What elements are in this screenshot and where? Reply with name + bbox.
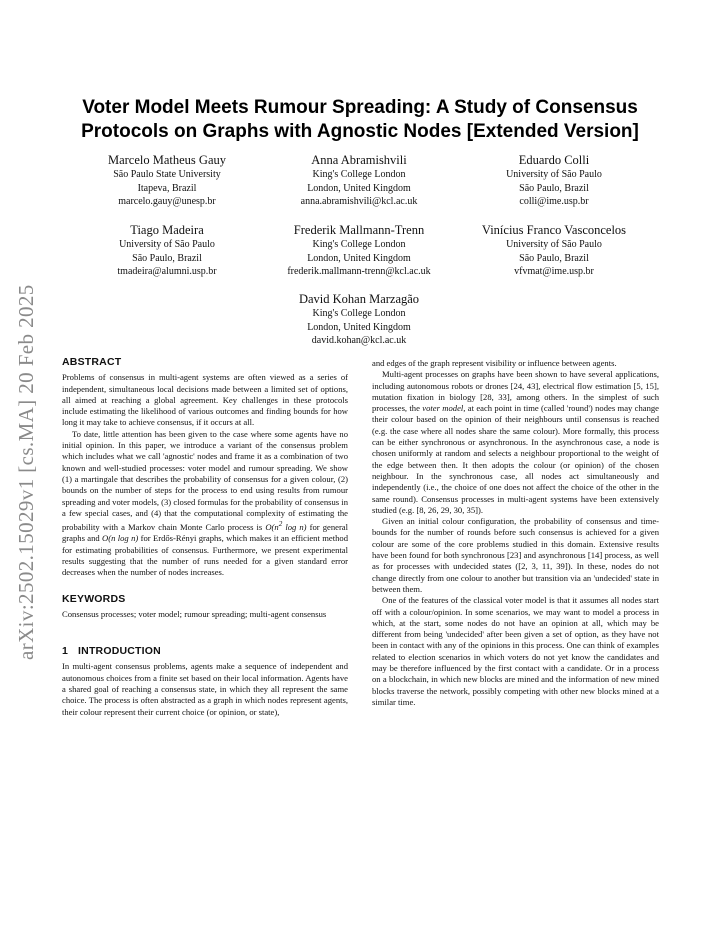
abstract-text: for general graphs and	[62, 522, 349, 544]
author-location: London, United Kingdom	[307, 182, 411, 194]
author-name: Anna Abramishvili	[311, 153, 407, 167]
math-inline	[265, 522, 306, 532]
abstract-paragraph: Problems of consensus in multi-agent systems are often viewed as a series of independent, simultaneous local decisions made between a limited set of options, all aimed at reaching a global agreement. Key challenges in these protocols include estimating the likelihood of various outcomes and finding bounds for how long it may take to achieve consensus, if it occurs at all.	[62, 372, 348, 428]
author-name: Vinícius Franco Vasconcelos	[481, 223, 627, 237]
author-affiliation: King's College London	[312, 239, 406, 250]
author-email[interactable]: anna.abramishvili@kcl.ac.uk	[300, 196, 418, 207]
author-email[interactable]: marcelo.gauy@unesp.br	[118, 196, 216, 207]
abstract-text: for Erdős-Rényi graphs, which makes it an efficient method for estimating probabilities of consensus. Furthermore, we present experimental results suggesting that the number of runs needed for a given standard error decreases when the number of nodes increases.	[62, 533, 348, 578]
author-affiliation: University of São Paulo	[506, 239, 602, 250]
left-column	[62, 357, 348, 718]
author-affiliation: São Paulo State University	[113, 169, 221, 180]
author-email[interactable]: vfvmat@ime.usp.br	[514, 266, 594, 277]
author-name: David Kohan Marzagão	[298, 292, 420, 306]
body-paragraph: and edges of the graph represent visibility or influence between agents.	[372, 358, 617, 368]
body-paragraph	[372, 369, 659, 516]
author-email[interactable]: colli@ime.usp.br	[519, 196, 589, 207]
emphasis-term: voter model	[422, 403, 464, 414]
author-affiliation: King's College London	[312, 308, 406, 319]
author-location: São Paulo, Brazil	[519, 252, 589, 264]
keywords-heading: KEYWORDS	[62, 592, 126, 605]
body-text: Multi-agent processes on graphs have been shown to have several applications, including autonomous robots or drones [24, 43], electrical flow estimation [5, 15], mutation fixation in biology [28, 33], among others. In the simplest of such processes, the	[372, 369, 659, 414]
author-affiliation: University of São Paulo	[506, 169, 602, 180]
abstract-text: To date, little attention has been given to the case where some agents have no initial opinion. In this paper, we introduce a variant of the consensus problem which includes what we call 'agnostic' nodes and frame it as a combination of two known and well-studied processes: voter model and rumour spreading. We show (1) a martingale that describes the probability of consensus for a given colour, (2) bounds on the number of steps for the process to end using results from rumour spreading and voter models, (3) closed formulas for the probability of consensus in a few special cases, and (4) that the computational complexity of estimating the probability with a Markov chain Monte Carlo process is	[62, 428, 348, 533]
math-text: log n)	[282, 522, 307, 533]
author-affiliation: King's College London	[312, 169, 406, 180]
arxiv-identifier-stamp: arXiv:2502.15029v1 [cs.MA] 20 Feb 2025	[14, 284, 38, 660]
author-name: Tiago Madeira	[130, 223, 204, 237]
math-inline: O(n log n)	[102, 533, 139, 544]
introduction-heading	[62, 646, 348, 657]
body-text: , at each point in time (called 'round') nodes may change their colour based on the opinion of their neighbours until consensus is reached (e.g. the case where all nodes share the same colour). More formally, this process can be either synchronous or asynchronous. In the asynchronous case, a node is chosen uniformly at random and selects a neighbour proportional to the weight of the edge between then. It then adopts the colour (or opinion) of the chosen neighbour. In the synchronous case, all nodes act simultaneously and independently (i.e., the choice of one does not affect the choice of the other in the same round). Consensus processes in multi-agent systems have been extensively studied (e.g. [8, 26, 29, 30, 35]).	[372, 403, 659, 515]
author-affiliation: University of São Paulo	[119, 239, 215, 250]
abstract-heading: ABSTRACT	[62, 356, 122, 368]
title-line-1: Voter Model Meets Rumour Spreading: A Study of Consensus	[82, 97, 638, 118]
author-block	[77, 152, 257, 209]
author-block	[77, 222, 257, 279]
title-line-2: Protocols on Graphs with Agnostic Nodes [Extended Version]	[81, 121, 639, 142]
math-text: O(n	[265, 522, 279, 533]
author-block	[269, 291, 449, 348]
section-number: 1	[62, 645, 69, 658]
author-block	[464, 222, 644, 279]
author-email[interactable]: tmadeira@alumni.usp.br	[117, 266, 217, 277]
section-title: INTRODUCTION	[78, 645, 161, 658]
body-paragraph: Given an initial colour configuration, the probability of consensus and time-bounds for the number of rounds before such consensus is achieved for a given colour are some of the core problems studied in this domain. Extensive results have been found for both synchronous [23] and asynchronous [14] process, as well as for processes with undecided states ([2, 3, 11, 39]). In these, nodes do not change directly from one colour to another but transition via an 'undecided' state in between them.	[372, 516, 659, 594]
keywords-text: Consensus processes; voter model; rumour spreading; multi-agent consensus	[62, 608, 327, 619]
author-block	[269, 222, 449, 279]
author-location: London, United Kingdom	[307, 321, 411, 333]
abstract-paragraph	[62, 429, 348, 579]
author-location: Itapeva, Brazil	[137, 182, 197, 194]
author-name: Marcelo Matheus Gauy	[107, 153, 227, 167]
author-name: Eduardo Colli	[518, 153, 590, 167]
author-location: São Paulo, Brazil	[132, 252, 202, 264]
author-location: London, United Kingdom	[307, 252, 411, 264]
author-block	[464, 152, 644, 209]
author-location: São Paulo, Brazil	[519, 182, 589, 194]
author-email[interactable]: david.kohan@kcl.ac.uk	[311, 335, 407, 346]
right-column	[372, 358, 659, 708]
author-email[interactable]: frederik.mallmann-trenn@kcl.ac.uk	[287, 266, 431, 277]
introduction-paragraph: In multi-agent consensus problems, agents make a sequence of independent and autonomous choices from a finite set based on their local information. Agents have a shared goal of reaching a consensus state, in which they all represent the same choice. The process is often abstracted as a graph in which nodes represent agents, their colour represent their current choice (or opinion, or state),	[62, 661, 348, 717]
body-paragraph: One of the features of the classical voter model is that it assumes all nodes start off with a colour/opinion. In some scenarios, we may want to model a process in which, at the start, some nodes do not have an opinion at all, which may be different from being 'undecided' after been given a set of option, as they have not been in contact with any of the opinions in this process. One can think of examples related to election scenarios in which voters do not yet know the candidates and may be therefore influenced by the first contact with a candidate. Or in a process on a blockchain, in which new blocks are mined and the information of new mined blocks traverse the network, possibly competing with other new blocks mined at a similar time.	[372, 595, 659, 707]
paper-title	[60, 96, 660, 144]
author-block	[269, 152, 449, 209]
author-name: Frederik Mallmann-Trenn	[293, 223, 425, 237]
math-superscript: 2	[278, 520, 283, 529]
